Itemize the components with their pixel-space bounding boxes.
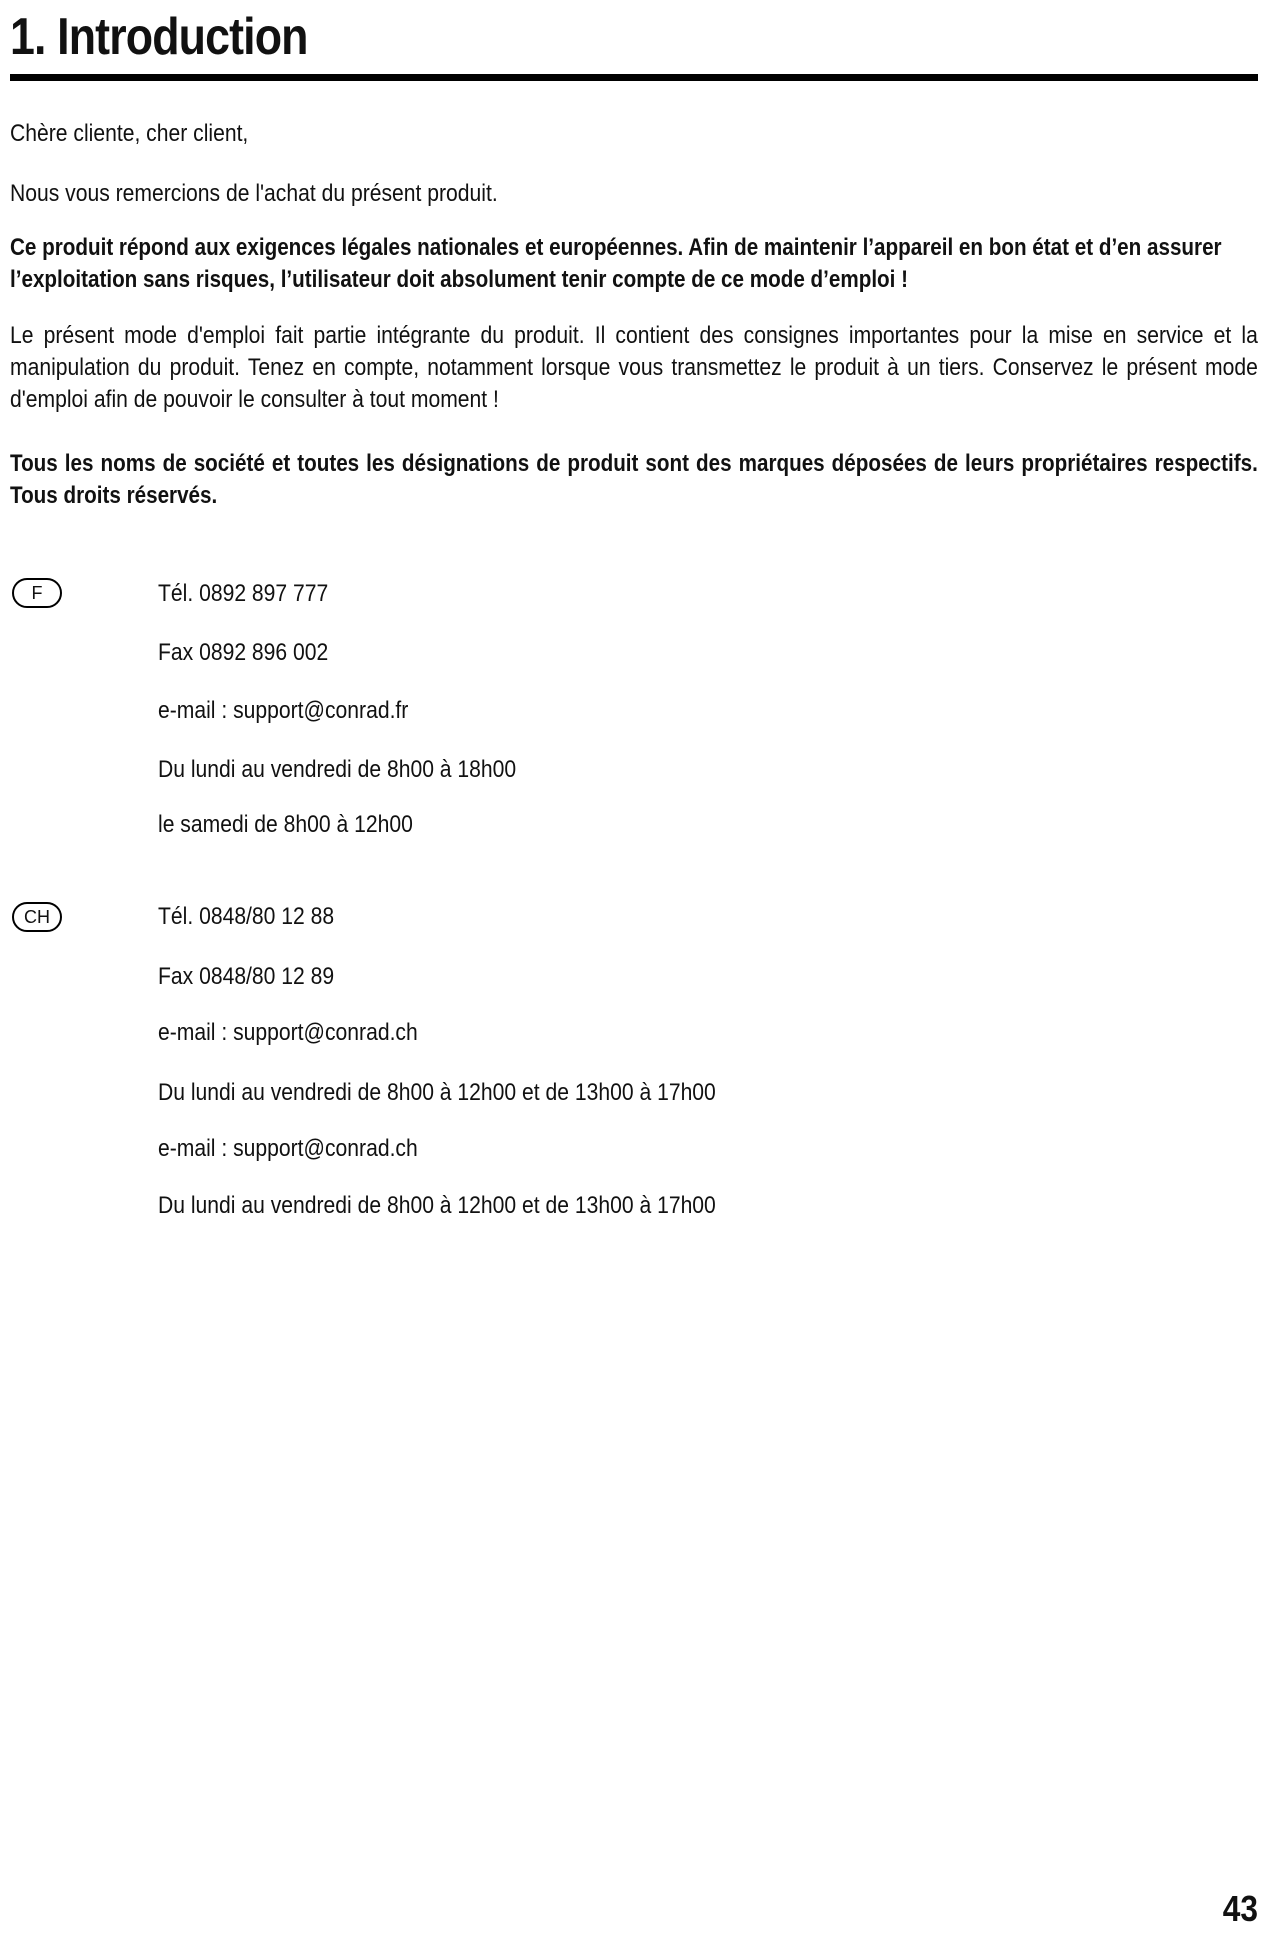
france-flag-icon	[12, 578, 62, 608]
trademark-notice: Tous les noms de société et toutes les désignations de produit sont des marques déposées de leurs propriétaires respectifs. Tous droits réservés.	[10, 450, 1258, 509]
switzerland-hours-repeat: Du lundi au vendredi de 8h00 à 12h00 et de 13h00 à 17h00	[158, 1192, 716, 1219]
switzerland-flag-icon	[12, 902, 62, 932]
compliance-notice: Ce produit répond aux exigences légales nationales et européennes. Afin de maintenir l’appareil en bon état et d’en assurer l’exploitation sans risques, l’utilisateur doit absolument tenir compte de ce mode d’emploi !	[10, 234, 1222, 293]
switzerland-badge-label: CH	[24, 907, 50, 927]
manual-page	[10, 0, 1258, 1937]
manual-notice: Le présent mode d'emploi fait partie intégrante du produit. Il contient des consignes importantes pour la mise en service et la manipulation du produit. Tenez en compte, notamment lorsque vous transmettez le produit à un tiers. Conservez le présent mode d'emploi afin de pouvoir le consulter à tout moment !	[10, 322, 1258, 413]
switzerland-email: e-mail : support@conrad.ch	[158, 1019, 418, 1046]
france-saturday-hours: le samedi de 8h00 à 12h00	[158, 811, 413, 838]
page-number: 43	[1222, 1888, 1258, 1929]
france-badge-label: F	[31, 583, 43, 603]
switzerland-phone: Tél. 0848/80 12 88	[158, 903, 335, 930]
switzerland-email-repeat: e-mail : support@conrad.ch	[158, 1135, 418, 1162]
france-email: e-mail : support@conrad.fr	[158, 697, 409, 724]
france-phone: Tél. 0892 897 777	[158, 580, 329, 607]
thanks-text: Nous vous remercions de l'achat du présent produit.	[10, 180, 498, 207]
france-weekday-hours: Du lundi au vendredi de 8h00 à 18h00	[158, 756, 517, 783]
france-fax: Fax 0892 896 002	[158, 639, 329, 666]
switzerland-hours: Du lundi au vendredi de 8h00 à 12h00 et de 13h00 à 17h00	[158, 1079, 716, 1106]
page-title: 1. Introduction	[10, 8, 308, 66]
greeting-text: Chère cliente, cher client,	[10, 120, 249, 147]
switzerland-fax: Fax 0848/80 12 89	[158, 963, 335, 990]
title-divider	[10, 74, 1258, 81]
